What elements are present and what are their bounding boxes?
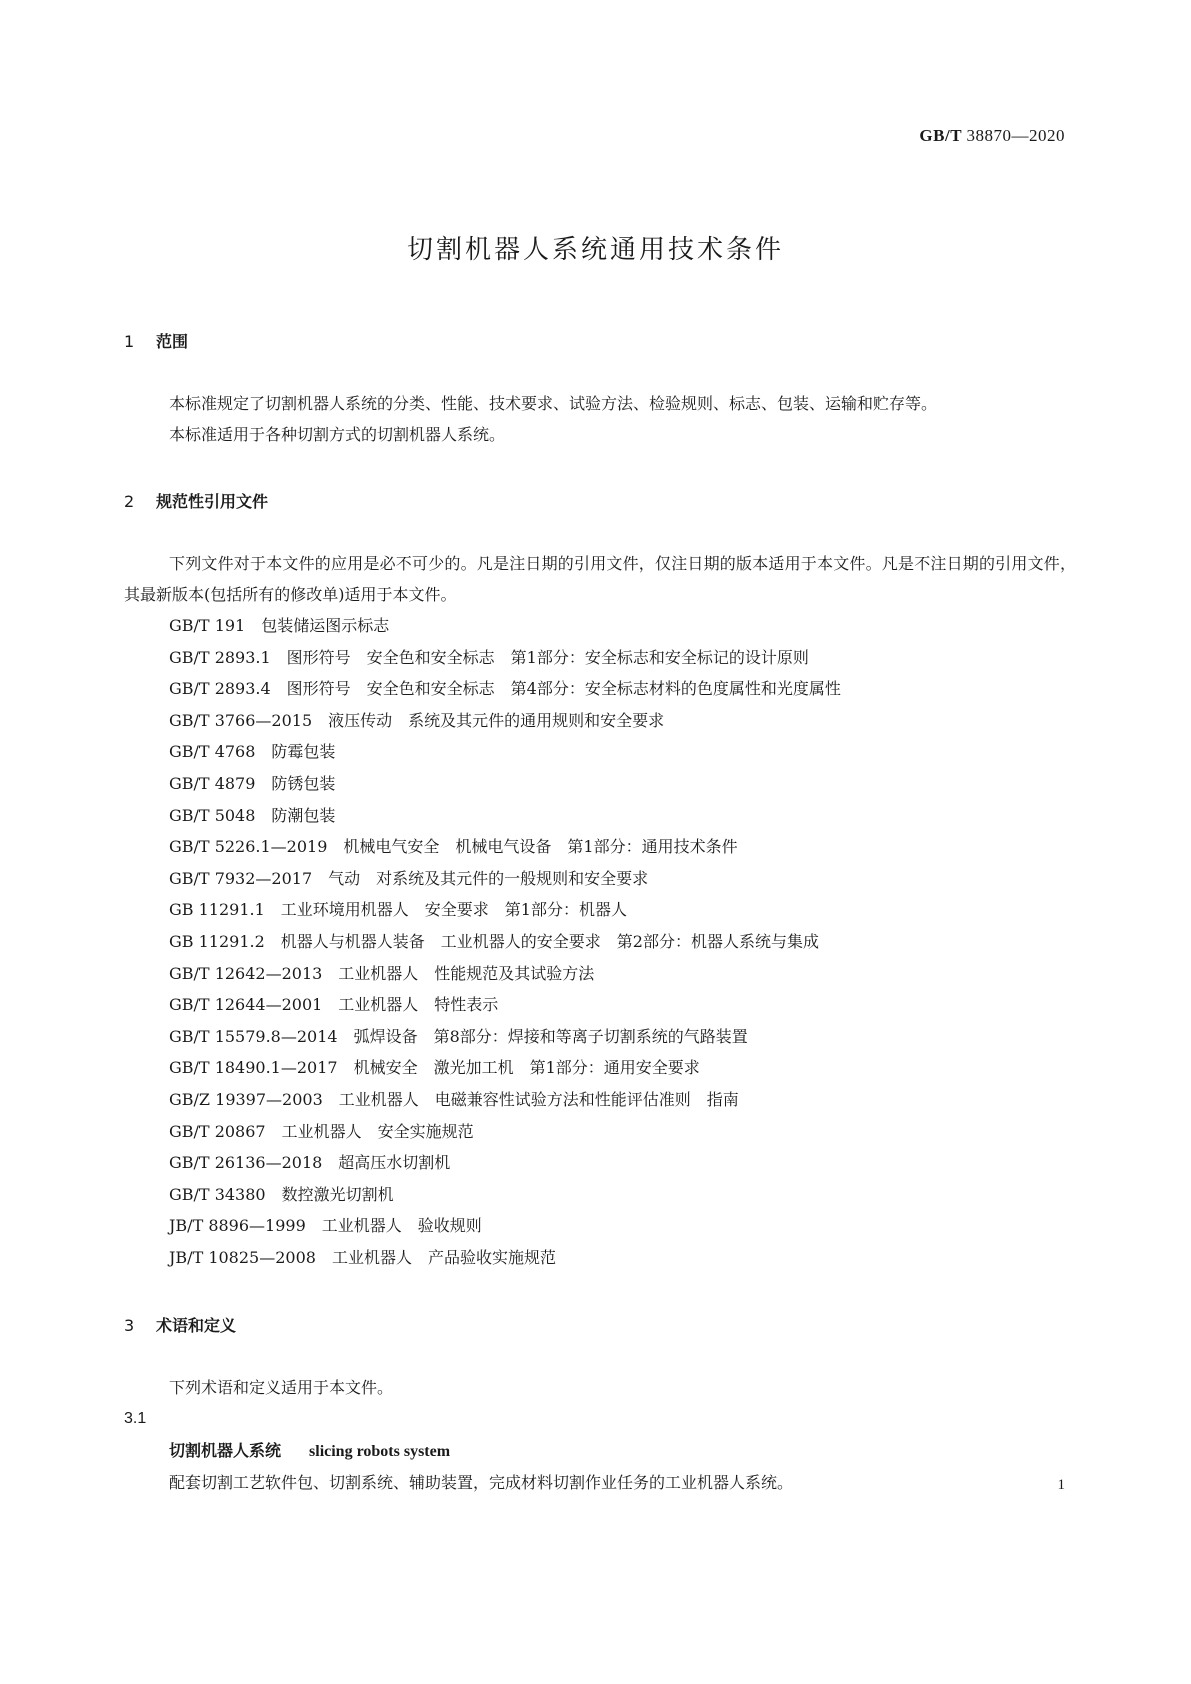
section-heading-scope — [124, 326, 1076, 358]
term-heading — [124, 1435, 1076, 1467]
reference-item: GB/T 12642—2013 工业机器人 性能规范及其试验方法 — [169, 963, 595, 983]
scope-paragraph-2: 本标准适用于各种切割方式的切割机器人系统。 — [169, 425, 506, 444]
reference-item: GB/T 5226.1—2019 机械电气安全 机械电气设备 第1部分：通用技术条件 — [169, 837, 738, 857]
reference-item: GB/T 15579.8—2014 弧焊设备 第8部分：焊接和等离子切割系统的气路装置 — [169, 1026, 748, 1046]
section-number: 2 — [124, 492, 135, 511]
reference-list — [124, 610, 1076, 1273]
reference-item: GB/T 2893.4 图形符号 安全色和安全标志 第4部分：安全标志材料的色度属性和光度属性 — [169, 679, 841, 699]
reference-item: GB/T 4768 防霉包装 — [169, 742, 336, 762]
section-title: 术语和定义 — [156, 1316, 237, 1336]
reference-item: GB/T 2893.1 图形符号 安全色和安全标志 第1部分：安全标志和安全标记的设计原则 — [169, 647, 809, 667]
term-name-zh: 切割机器人系统 — [169, 1441, 282, 1461]
reference-item: GB/T 7932—2017 气动 对系统及其元件的一般规则和安全要求 — [169, 868, 649, 888]
section-number: 1 — [124, 332, 135, 351]
reference-item: GB/T 4879 防锈包装 — [169, 773, 336, 793]
section-title: 范围 — [156, 332, 189, 351]
standard-code-number: 38870—2020 — [966, 126, 1065, 145]
references-intro: 下列文件对于本文件的应用是必不可少的。凡是注日期的引用文件，仅注日期的版本适用于本文件。凡是不注日期的引用文件，其最新版本(包括所有的修改单)适用于本文件。 — [124, 554, 1076, 604]
reference-item: GB/T 26136—2018 超高压水切割机 — [169, 1153, 451, 1173]
reference-item: JB/T 8896—1999 工业机器人 验收规则 — [169, 1216, 482, 1236]
reference-item: GB/Z 19397—2003 工业机器人 电磁兼容性试验方法和性能评估准则 指南 — [169, 1089, 739, 1109]
section-heading-terms — [124, 1310, 1076, 1342]
reference-item: GB/T 34380 数控激光切割机 — [169, 1184, 394, 1204]
reference-item: GB/T 20867 工业机器人 安全实施规范 — [169, 1121, 474, 1141]
terms-intro: 下列术语和定义适用于本文件。 — [169, 1378, 394, 1398]
section-heading-references — [124, 486, 1076, 518]
reference-item: GB/T 191 包装储运图示标志 — [169, 616, 390, 635]
term-number: 3.1 — [124, 1410, 147, 1428]
standard-code — [919, 126, 1065, 146]
scope-paragraph-1: 本标准规定了切割机器人系统的分类、性能、技术要求、试验方法、检验规则、标志、包装、运输和贮存等。 — [169, 394, 938, 413]
reference-item: GB/T 3766—2015 液压传动 系统及其元件的通用规则和安全要求 — [169, 710, 665, 730]
document-body — [124, 326, 1076, 1498]
section-number: 3 — [124, 1316, 135, 1336]
reference-item: JB/T 10825—2008 工业机器人 产品验收实施规范 — [169, 1247, 556, 1267]
standard-code-prefix: GB/T — [919, 126, 962, 145]
reference-item: GB 11291.2 机器人与机器人装备 工业机器人的安全要求 第2部分：机器人系统与集成 — [169, 931, 819, 951]
page-number: 1 — [1057, 1477, 1065, 1493]
reference-item: GB 11291.1 工业环境用机器人 安全要求 第1部分：机器人 — [169, 900, 627, 920]
reference-item: GB/T 12644—2001 工业机器人 特性表示 — [169, 995, 499, 1015]
reference-item: GB/T 18490.1—2017 机械安全 激光加工机 第1部分：通用安全要求 — [169, 1058, 700, 1078]
section-title: 规范性引用文件 — [156, 492, 269, 511]
reference-item: GB/T 5048 防潮包装 — [169, 805, 336, 825]
term-definition: 配套切割工艺软件包、切割系统、辅助装置，完成材料切割作业任务的工业机器人系统。 — [169, 1473, 794, 1493]
term-name-en: slicing robots system — [309, 1443, 451, 1461]
document-title: 切割机器人系统通用技术条件 — [406, 235, 784, 265]
